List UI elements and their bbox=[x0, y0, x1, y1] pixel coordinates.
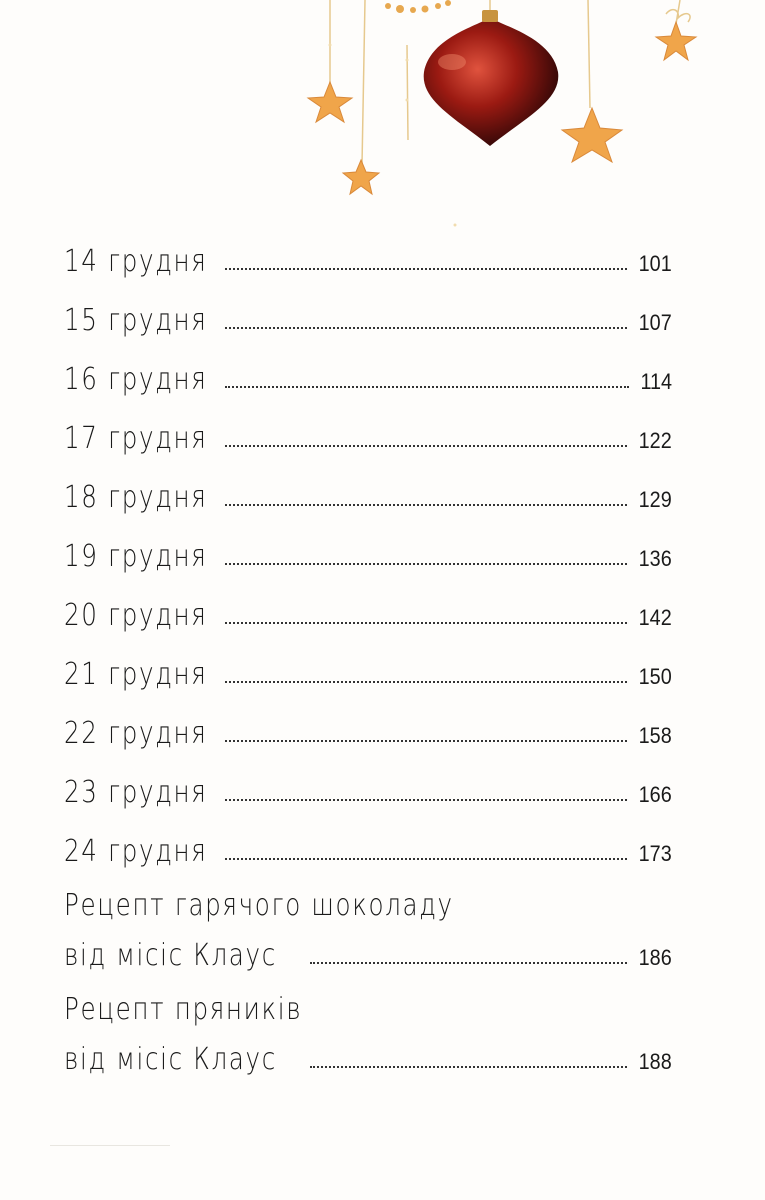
bead-string-icon bbox=[385, 0, 451, 13]
toc-entry-page: 173 bbox=[638, 841, 672, 866]
toc-entry-page: 122 bbox=[638, 428, 672, 453]
dot-leader bbox=[225, 326, 627, 329]
toc-recipe-title-line2: від місіс Клаус bbox=[64, 938, 277, 973]
toc-entry-title: 23 грудня bbox=[64, 775, 208, 810]
toc-entry-page: 136 bbox=[638, 546, 672, 571]
toc-recipe-title-line1: Рецепт пряників bbox=[64, 992, 303, 1027]
toc-entry-title: 20 грудня bbox=[64, 598, 208, 633]
toc-entry-title: 15 грудня bbox=[64, 303, 208, 338]
toc-entry[interactable] bbox=[64, 218, 672, 277]
dot-leader bbox=[225, 857, 627, 860]
toc-entry[interactable] bbox=[64, 749, 672, 808]
divider bbox=[50, 1145, 170, 1146]
toc-recipe-entry[interactable] bbox=[64, 981, 672, 1075]
dot-leader bbox=[225, 798, 627, 801]
dot-leader bbox=[310, 1065, 628, 1068]
dot-leader bbox=[225, 444, 627, 447]
toc-entry[interactable] bbox=[64, 513, 672, 572]
toc-entry-page: 150 bbox=[638, 664, 672, 689]
toc-entry-page: 158 bbox=[638, 723, 672, 748]
dot-leader bbox=[225, 385, 629, 388]
toc-entry[interactable] bbox=[64, 336, 672, 395]
dot-leader bbox=[225, 267, 627, 270]
toc-entry-page: 188 bbox=[638, 1049, 672, 1074]
toc-entry[interactable] bbox=[64, 631, 672, 690]
toc-entry-page: 142 bbox=[638, 605, 672, 630]
toc-entry[interactable] bbox=[64, 395, 672, 454]
toc-entry-page: 166 bbox=[638, 782, 672, 807]
toc-recipe-title-line1: Рецепт гарячого шоколаду bbox=[64, 888, 454, 923]
dot-leader bbox=[225, 621, 627, 624]
toc-entry[interactable] bbox=[64, 808, 672, 867]
toc-recipe-entry[interactable] bbox=[64, 877, 672, 971]
ornament-ball-icon bbox=[424, 10, 559, 146]
toc-entry-title: 16 грудня bbox=[64, 362, 208, 397]
dot-leader bbox=[225, 562, 627, 565]
toc-entry-title: 22 грудня bbox=[64, 716, 208, 751]
toc-entry[interactable] bbox=[64, 572, 672, 631]
toc-entry-page: 114 bbox=[640, 369, 672, 394]
dot-leader bbox=[310, 961, 628, 964]
toc-entry[interactable] bbox=[64, 277, 672, 336]
toc-entry-title: 18 грудня bbox=[64, 480, 208, 515]
toc-entry-title: 21 грудня bbox=[64, 657, 208, 692]
toc-entry-title: 14 грудня bbox=[64, 244, 208, 279]
toc-entry[interactable] bbox=[64, 454, 672, 513]
toc-entry-page: 101 bbox=[638, 251, 672, 276]
dot-leader bbox=[225, 680, 627, 683]
toc-entry[interactable] bbox=[64, 690, 672, 749]
table-of-contents bbox=[64, 218, 672, 1075]
toc-entry-page: 129 bbox=[638, 487, 672, 512]
toc-entry-title: 19 грудня bbox=[64, 539, 208, 574]
toc-entry-page: 186 bbox=[638, 945, 672, 970]
toc-recipe-title-line2: від місіс Клаус bbox=[64, 1042, 277, 1077]
toc-entry-title: 17 грудня bbox=[64, 421, 208, 456]
dot-leader bbox=[225, 503, 627, 506]
dot-leader bbox=[225, 739, 627, 742]
toc-entry-page: 107 bbox=[638, 310, 672, 335]
christmas-decorations bbox=[0, 0, 765, 230]
toc-entry-title: 24 грудня bbox=[64, 834, 208, 869]
